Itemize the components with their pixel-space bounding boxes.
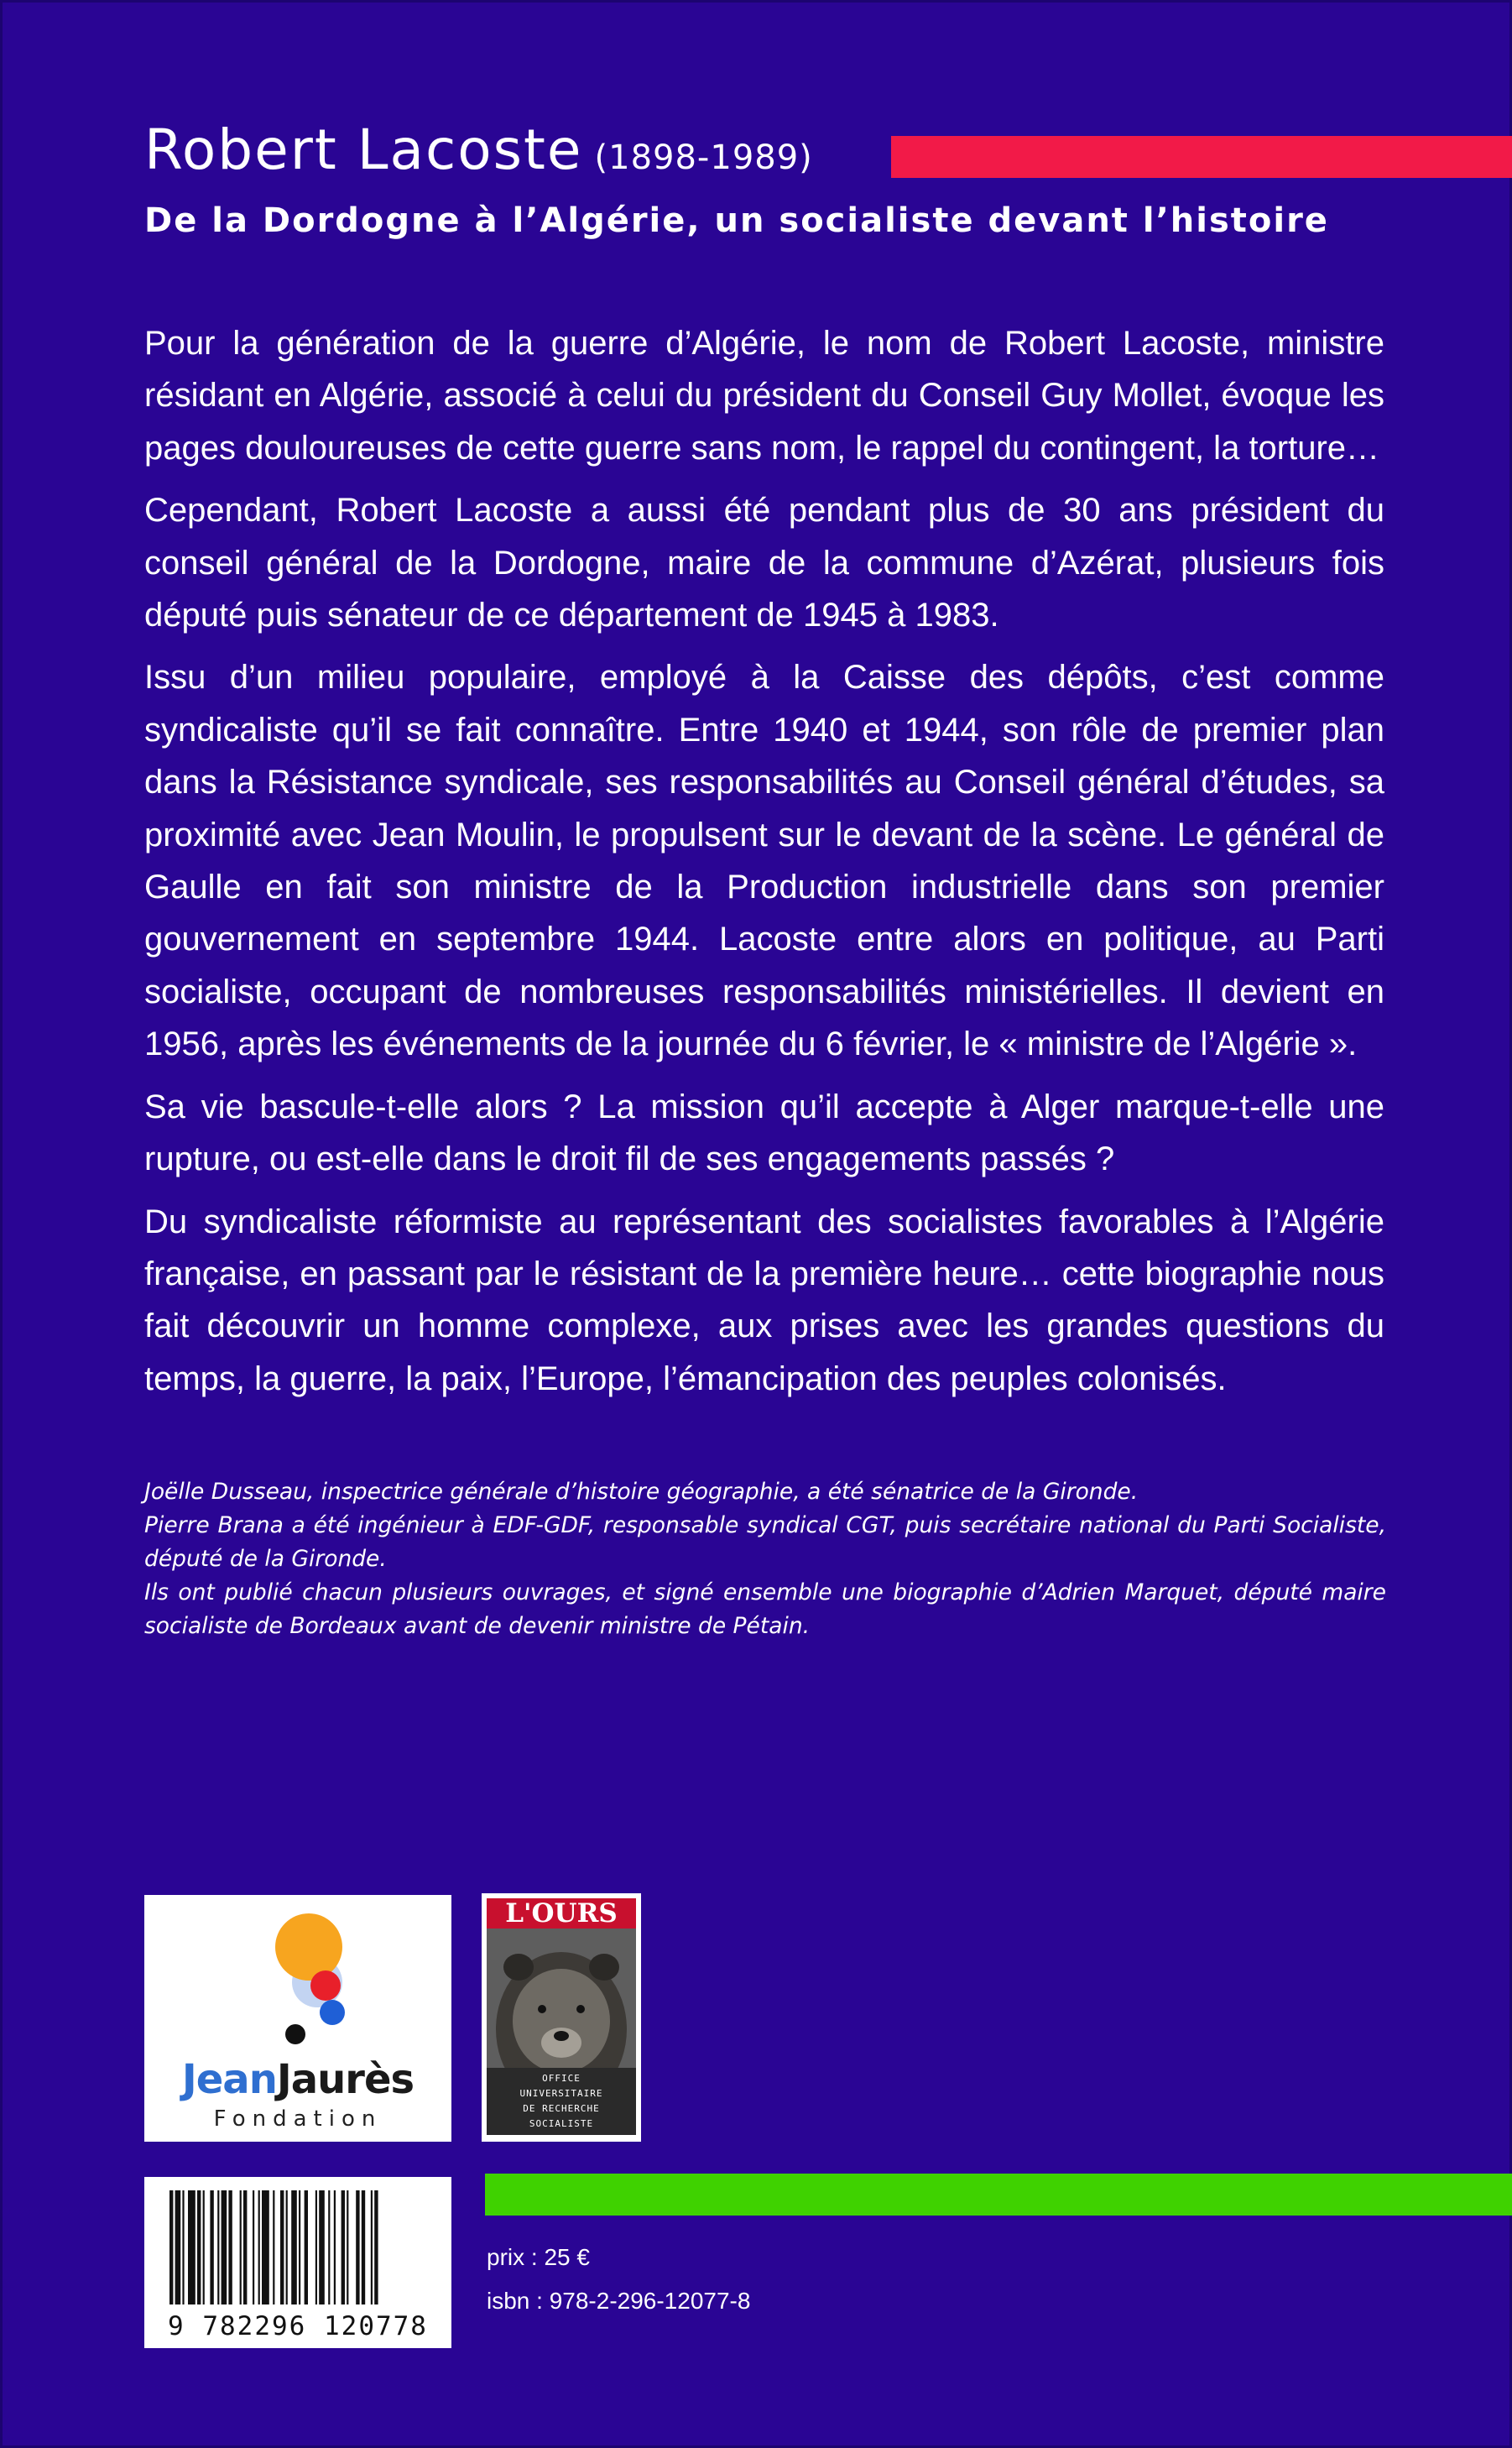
barcode-bar — [319, 2190, 325, 2304]
blurb-paragraph: Issu d’un milieu populaire, employé à la Caisse des dépôts, c’est comme syndicaliste qu’il se fait connaître. Entre 1940 et 1944, son rôle de premier plan dans la Résistance syndicale, ses responsabilités au Conseil général d’études, sa proximité avec Jean Moulin, le propulsent sur le devant de la scène. Le général de Gaulle en fait son ministre de la Production industrielle dans son premier gouvernement en septembre 1944. Lacoste entre alors en politique, au Parti socialiste, occupant de nombreuses responsabilités ministérielles. Il devient en 1956, après les événements de la journée du 6 février, le « ministre de l’Algérie ». — [144, 659, 1384, 1063]
barcode-bar — [222, 2190, 227, 2304]
barcode-bar — [342, 2190, 345, 2304]
barcode-bar — [334, 2190, 336, 2304]
barcode-bar — [253, 2190, 254, 2304]
barcode-bar — [175, 2190, 181, 2304]
ours-logo — [482, 1893, 641, 2142]
red-accent-bar — [891, 136, 1512, 178]
book-title — [144, 117, 813, 182]
ours-title: L'OURS — [487, 1898, 636, 1929]
barcode-bar — [243, 2190, 247, 2304]
barcode-bar — [347, 2190, 348, 2304]
title-dates: (1898-1989) — [594, 138, 813, 177]
barcode-bar — [362, 2190, 365, 2304]
barcode-bar — [240, 2190, 242, 2304]
ours-caption: OFFICE UNIVERSITAIRE DE RECHERCHE SOCIALISTE — [519, 2073, 603, 2129]
barcode-bar — [197, 2190, 201, 2304]
barcode-icon — [144, 2177, 451, 2311]
barcode-bar — [210, 2190, 213, 2304]
blurb-paragraph: Cependant, Robert Lacoste a aussi été pendant plus de 30 ans président du conseil général de la Dordogne, maire de la commune d’Azérat, plusieurs fois député puis sénateur de ce département de 1945 à 1983. — [144, 492, 1384, 634]
barcode-bar — [286, 2190, 288, 2304]
barcode-bar — [371, 2190, 373, 2304]
barcode-bar — [217, 2190, 219, 2304]
barcode-bar — [305, 2190, 308, 2304]
book-subtitle: De la Dordogne à l’Algérie, un socialiste devant l’histoire — [144, 201, 1329, 240]
barcode-bar — [299, 2190, 300, 2304]
back-cover-blurb — [144, 317, 1384, 1415]
blurb-paragraph: Du syndicaliste réformiste au représentant des socialistes favorables à l’Algérie française, en passant par le résistant de la première heure… cette biographie nous fait découvrir un homme complexe, aux prises avec les grandes questions du temps, la guerre, la paix, l’Europe, l’émancipation des peuples colonisés. — [144, 1203, 1384, 1397]
green-accent-bar — [485, 2174, 1512, 2216]
jean-jaures-fondation: Fondation — [213, 2106, 383, 2132]
jean-jaures-name: JeanJaurès — [181, 2056, 414, 2103]
barcode-bar — [228, 2190, 232, 2304]
barcode-bar — [328, 2190, 330, 2304]
jean-jaures-logo — [144, 1895, 451, 2142]
barcode-bar — [169, 2190, 173, 2304]
barcode-bar — [258, 2190, 260, 2304]
barcode-digits: 9 782296 120778 — [168, 2311, 428, 2341]
blurb-paragraph: Pour la génération de la guerre d’Algérie, le nom de Robert Lacoste, ministre résidant en Algérie, associé à celui du président du Conseil Guy Mollet, évoque les pages douloureuses de cette guerre sans nom, le rappel du contingent, la torture… — [144, 325, 1384, 467]
isbn-barcode — [144, 2177, 451, 2348]
barcode-bar — [315, 2190, 317, 2304]
bear-photo — [487, 1929, 636, 2135]
barcode-bar — [262, 2190, 269, 2304]
barcode-bar — [291, 2190, 297, 2304]
blurb-paragraph: Sa vie bascule-t-elle alors ? La mission qu’il accepte à Alger marque-t-elle une rupture, ou est-elle dans le droit fil de ses engagements passés ? — [144, 1088, 1384, 1178]
barcode-bar — [280, 2190, 284, 2304]
barcode-bar — [273, 2190, 274, 2304]
barcode-bar — [374, 2190, 378, 2304]
author-note: Ils ont publié chacun plusieurs ouvrages, et signé ensemble une biographie d’Adrien Marquet, député maire socialiste de Bordeaux avant de devenir ministre de Pétain. — [144, 1579, 1386, 1639]
author-notes — [144, 1475, 1386, 1643]
price-label: prix : 25 € — [487, 2244, 590, 2270]
barcode-bar — [182, 2190, 184, 2304]
title-text: Robert Lacoste — [144, 117, 583, 182]
author-note: Pierre Brana a été ingénieur à EDF-GDF, responsable syndical CGT, puis secrétaire national du Parti Socialiste, député de la Gironde. — [144, 1512, 1386, 1572]
barcode-bar — [188, 2190, 196, 2304]
isbn-label: isbn : 978-2-296-12077-8 — [487, 2288, 751, 2314]
author-note: Joëlle Dusseau, inspectrice générale d’histoire géographie, a été sénatrice de la Gironde. — [144, 1479, 1139, 1505]
barcode-bar — [356, 2190, 359, 2304]
barcode-bar — [203, 2190, 205, 2304]
jean-jaures-dots-logo-icon — [144, 1895, 451, 2142]
